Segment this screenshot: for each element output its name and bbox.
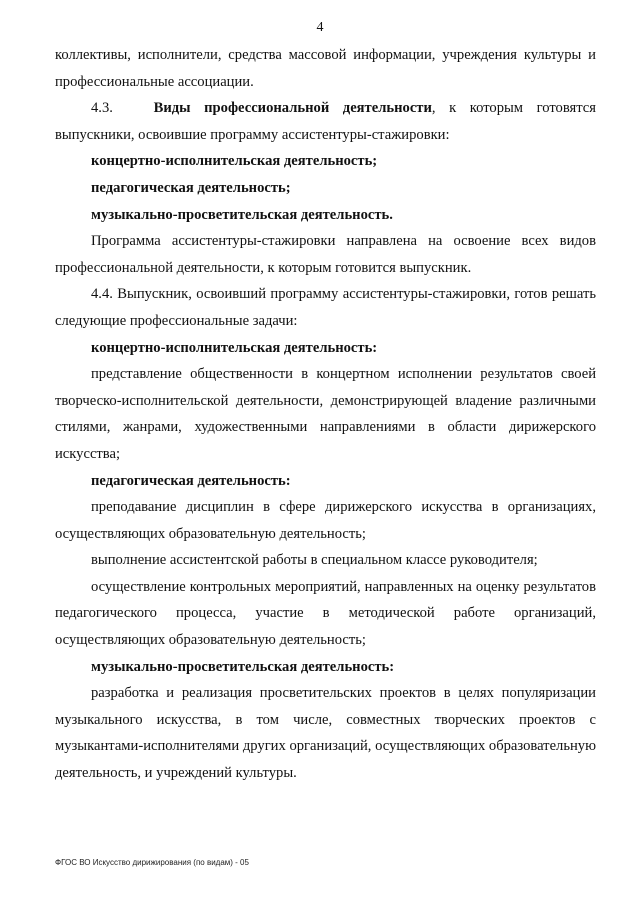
paragraph-4-3 [55,95,596,148]
activity-item-pedagogical: педагогическая деятельность; [91,179,291,196]
paragraph-concert-task: представление общественности в концертном исполнении результатов своей творческо-исполнительской деятельности, демонстрирующей владение различными стилями, жанрами, художественными направлениями в области дирижерского искусства; [55,366,596,462]
activity-item-concert: концертно-исполнительская деятельность; [91,153,378,170]
heading-educational: музыкально-просветительская деятельность: [91,658,395,675]
activity-item-educational: музыкально-просветительская деятельность. [91,206,393,223]
heading-pedagogical: педагогическая деятельность: [91,472,291,489]
heading-concert: концертно-исполнительская деятельность: [91,339,378,356]
bold-phrase: Виды профессиональной деятельности [153,100,432,117]
page-number: 4 [316,20,324,35]
paragraph-control-task: осуществление контрольных мероприятий, направленных на оценку результатов педагогического процесса, участие в методической работе организаций, осуществляющих образовательную деятельность; [55,578,596,649]
paragraph-projects-task: разработка и реализация просветительских проектов в целях популяризации музыкального искусства, в том числе, совместных творческих проектов с музыкантами-исполнителями других организаций, осуществляющих образовательную деятельность, и учреждений культуры. [55,685,596,782]
paragraph-program-scope: Программа ассистентуры-стажировки направлена на освоение всех видов профессиональной деятельности, к которым готовится выпускник. [55,233,596,276]
section-number: 4.3. [91,100,113,117]
document-body [55,42,596,787]
paragraph-text: , к которым готовятся выпускники, освоившие программу ассистентуры-стажировки: [55,100,596,143]
page-footer: ФГОС ВО Искусство дирижирования (по видам) - 05 [55,858,249,867]
paragraph-assistant-task: выполнение ассистентской работы в специальном классе руководителя; [91,552,538,569]
paragraph-continuation: коллективы, исполнители, средства массовой информации, учреждения культуры и профессиональные ассоциации. [55,47,596,90]
paragraph-teaching-task: преподавание дисциплин в сфере дирижерского искусства в организациях, осуществляющих образовательную деятельность; [55,499,596,542]
paragraph-4-4: 4.4. Выпускник, освоивший программу ассистентуры-стажировки, готов решать следующие профессиональные задачи: [55,286,596,329]
